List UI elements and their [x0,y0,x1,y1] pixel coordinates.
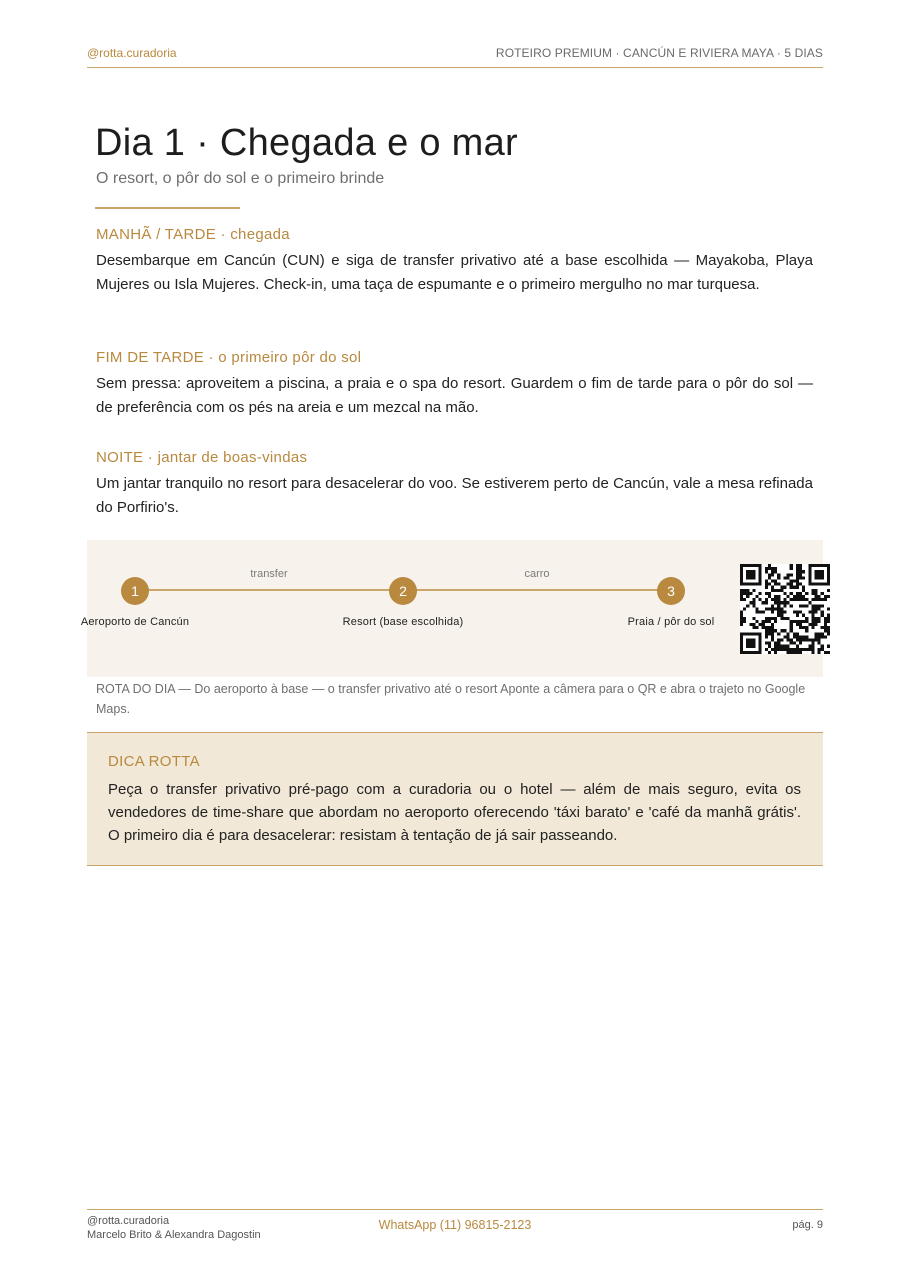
route-caption: ROTA DO DIA — Do aeroporto à base — o transfer privativo até o resort Aponte a câmera para o QR e abra o trajeto no Google Maps. [96,682,806,716]
footer-contact[interactable]: WhatsApp (11) 96815-2123 [378,1218,532,1232]
route-leg-mode: carro [524,568,550,580]
section-morning [96,226,813,297]
day-subtitle: O resort, o pôr do sol e o primeiro brinde [96,170,385,187]
page-header [87,46,823,68]
section-heading: FIM DE TARDE · o primeiro pôr do sol [96,349,362,366]
title-divider [95,207,240,209]
section-heading: MANHÃ / TARDE · chegada [96,226,290,243]
footer-authors: Marcelo Brito & Alexandra Dagostin [87,1229,261,1241]
header-doc-title: ROTEIRO PREMIUM · CANCÚN E RIVIERA MAYA · 5 DIAS [495,46,823,60]
section-late-afternoon [96,349,813,420]
page-footer [87,1209,823,1250]
section-night [96,449,813,520]
route-stop-label: Aeroporto de Cancún [80,616,190,628]
route-stop-marker: 1 [121,577,149,605]
section-text: Sem pressa: aproveitem a piscina, a praia e o spa do resort. Guardem o fim de tarde para o pôr do sol — de preferência com os pés na areia e um mezcal na mão. [96,375,813,416]
section-heading: NOITE · jantar de boas-vindas [96,449,308,466]
route-stop-marker: 3 [657,577,685,605]
section-text: Um jantar tranquilo no resort para desacelerar do voo. Se estiverem perto de Cancún, vale a mesa refinada do Porfirio's. [96,475,813,516]
tip-text: Peça o transfer privativo pré-pago com a curadoria ou o hotel — além de mais seguro, evita os vendedores de time-share que abordam no aeroporto oferecendo 'táxi barato' e 'café da manhã grátis'. O primeiro dia é para desacelerar: resistam à tentação de já sair passeando. [108,781,801,844]
tip-heading: DICA ROTTA [108,753,200,770]
page-number: pág. 9 [792,1219,823,1231]
tip-box [87,732,823,866]
route-stop-label: Praia / pôr do sol [627,616,715,628]
section-text: Desembarque em Cancún (CUN) e siga de transfer privativo até a base escolhida — Mayakoba, Playa Mujeres ou Isla Mujeres. Check-in, uma taça de espumante e o primeiro mergulho no mar turquesa. [96,252,813,293]
route-leg-mode: transfer [250,568,288,580]
day-title: Dia 1 · Chegada e o mar [95,122,519,164]
header-brand: @rotta.curadoria [87,46,177,60]
route-stop-label: Resort (base escolhida) [342,616,464,628]
route-stop-marker: 2 [389,577,417,605]
footer-brand: @rotta.curadoria [87,1215,170,1227]
qr-code-icon[interactable] [740,564,830,654]
route-map-panel [80,540,823,677]
